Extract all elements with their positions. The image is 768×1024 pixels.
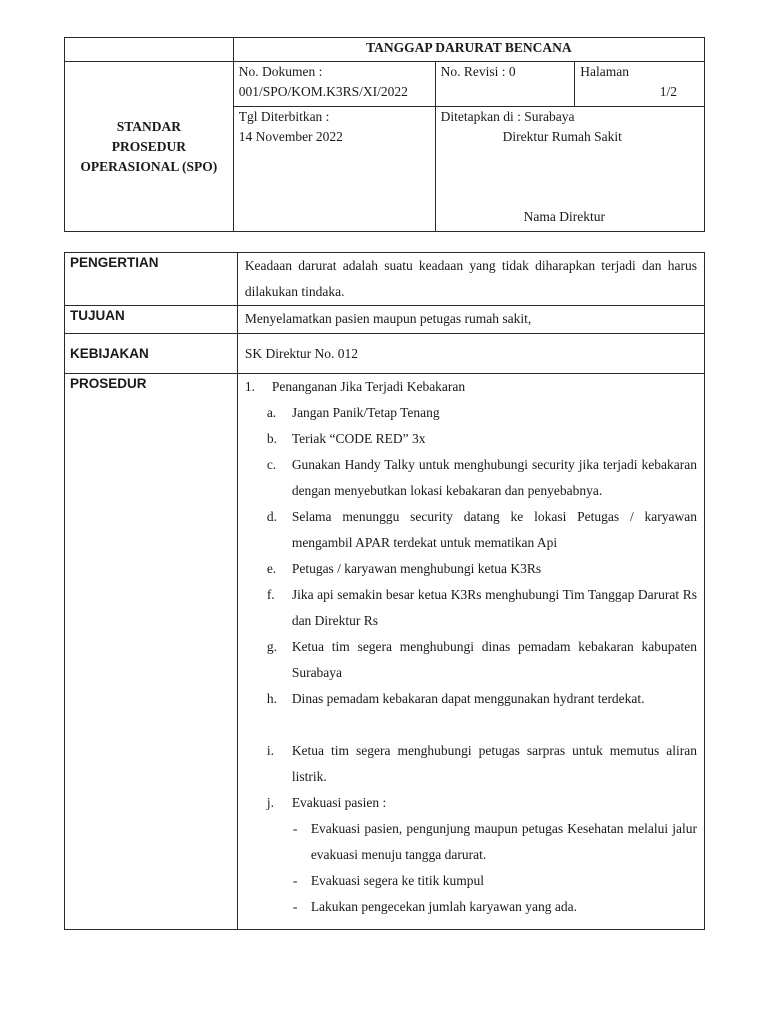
list-item-text: Teriak “CODE RED” 3x xyxy=(291,431,426,446)
list-marker: a. xyxy=(266,405,277,420)
no-dokumen-value: 001/SPO/KOM.K3RS/XI/2022 xyxy=(238,84,408,99)
list-item xyxy=(245,556,697,582)
pengertian-text: Keadaan darurat adalah suatu keadaan yang tidak diharapkan terjadi dan harus dilakukan tindaka. xyxy=(237,253,704,306)
kebijakan-label: KEBIJAKAN xyxy=(65,334,238,374)
header-empty-cell xyxy=(65,38,234,62)
tgl-diterbitkan-cell xyxy=(233,107,435,232)
list-marker: b. xyxy=(266,431,277,446)
prosedur-item-1 xyxy=(245,374,697,400)
no-revisi-cell xyxy=(435,62,575,107)
list-item-text: Ketua tim segera menghubungi petugas sarpras untuk memutus aliran listrik. xyxy=(291,743,697,784)
list-item xyxy=(245,790,697,816)
list-marker: i. xyxy=(266,743,274,758)
spo-header-table xyxy=(64,37,705,232)
prosedur-label: PROSEDUR xyxy=(65,374,238,930)
kebijakan-text: SK Direktur No. 012 xyxy=(237,334,704,374)
prosedur-steps xyxy=(245,400,697,816)
list-marker: - xyxy=(292,873,298,888)
spo-label-line: OPERASIONAL (SPO) xyxy=(80,158,218,174)
list-marker: g. xyxy=(266,639,277,654)
list-item xyxy=(245,816,697,868)
no-dokumen-label: No. Dokumen : xyxy=(238,64,323,79)
tujuan-text: Menyelamatkan pasien maupun petugas rumah sakit, xyxy=(237,306,704,334)
evakuasi-list xyxy=(245,816,697,920)
tgl-label: Tgl Diterbitkan : xyxy=(238,109,330,124)
list-item xyxy=(245,634,697,686)
list-item xyxy=(245,426,697,452)
list-item xyxy=(245,686,697,712)
spo-label-line: PROSEDUR xyxy=(111,138,186,154)
list-item xyxy=(245,868,697,894)
halaman-label: Halaman xyxy=(580,64,629,79)
list-item-text: Ketua tim segera menghubungi dinas pemadam kebakaran kabupaten Surabaya xyxy=(291,639,697,680)
list-item-text: Gunakan Handy Talky untuk menghubungi security jika terjadi kebakaran dengan menyebutkan lokasi kebakaran dan penyebabnya. xyxy=(291,457,697,498)
list-item-text: Evakuasi segera ke titik kumpul xyxy=(310,873,485,888)
tgl-value: 14 November 2022 xyxy=(238,129,343,144)
list-item-text: Evakuasi pasien, pengunjung maupun petugas Kesehatan melalui jalur evakuasi menuju tangga darurat. xyxy=(310,821,697,862)
prosedur-content xyxy=(237,374,704,930)
list-item-text: Lakukan pengecekan jumlah karyawan yang ada. xyxy=(310,899,577,914)
list-marker: e. xyxy=(266,561,277,576)
list-item xyxy=(245,504,697,556)
halaman-cell xyxy=(575,62,705,107)
list-item-text: Jangan Panik/Tetap Tenang xyxy=(291,405,440,420)
list-marker: c. xyxy=(266,457,277,472)
list-marker: - xyxy=(292,899,298,914)
pengertian-label: PENGERTIAN xyxy=(65,253,238,306)
prosedur-item-title: Penanganan Jika Terjadi Kebakaran xyxy=(271,379,466,394)
list-item-text: Dinas pemadam kebakaran dapat menggunakan hydrant terdekat. xyxy=(291,691,645,706)
no-revisi: No. Revisi : 0 xyxy=(440,64,516,79)
list-marker: d. xyxy=(266,509,277,524)
list-item-text: Petugas / karyawan menghubungi ketua K3Rs xyxy=(291,561,542,576)
list-item xyxy=(245,894,697,920)
list-item xyxy=(245,452,697,504)
halaman-value: 1/2 xyxy=(659,84,677,99)
document-title: TANGGAP DARURAT BENCANA xyxy=(233,38,704,62)
list-marker: 1. xyxy=(244,379,255,394)
list-item-text: Selama menunggu security datang ke lokasi Petugas / karyawan mengambil APAR terdekat untuk mematikan Api xyxy=(291,509,697,550)
spo-label xyxy=(65,62,234,232)
ditetapkan-cell xyxy=(435,107,704,232)
list-item xyxy=(245,738,697,790)
list-marker: h. xyxy=(266,691,277,706)
tujuan-label: TUJUAN xyxy=(65,306,238,334)
list-item xyxy=(245,400,697,426)
no-dokumen-cell xyxy=(233,62,435,107)
spo-label-line: STANDAR xyxy=(116,118,181,134)
list-item-text: Jika api semakin besar ketua K3Rs menghubungi Tim Tanggap Darurat Rs dan Direktur Rs xyxy=(291,587,697,628)
list-item-text: Evakuasi pasien : xyxy=(291,795,387,810)
ditetapkan-text: Ditetapkan di : Surabaya xyxy=(440,109,575,124)
list-marker: - xyxy=(292,821,298,836)
spo-content-table xyxy=(64,252,705,930)
list-item xyxy=(245,582,697,634)
direktur-title: Direktur Rumah Sakit xyxy=(502,129,622,144)
list-marker: j. xyxy=(266,795,274,810)
nama-direktur: Nama Direktur xyxy=(523,209,605,224)
list-marker: f. xyxy=(266,587,275,602)
